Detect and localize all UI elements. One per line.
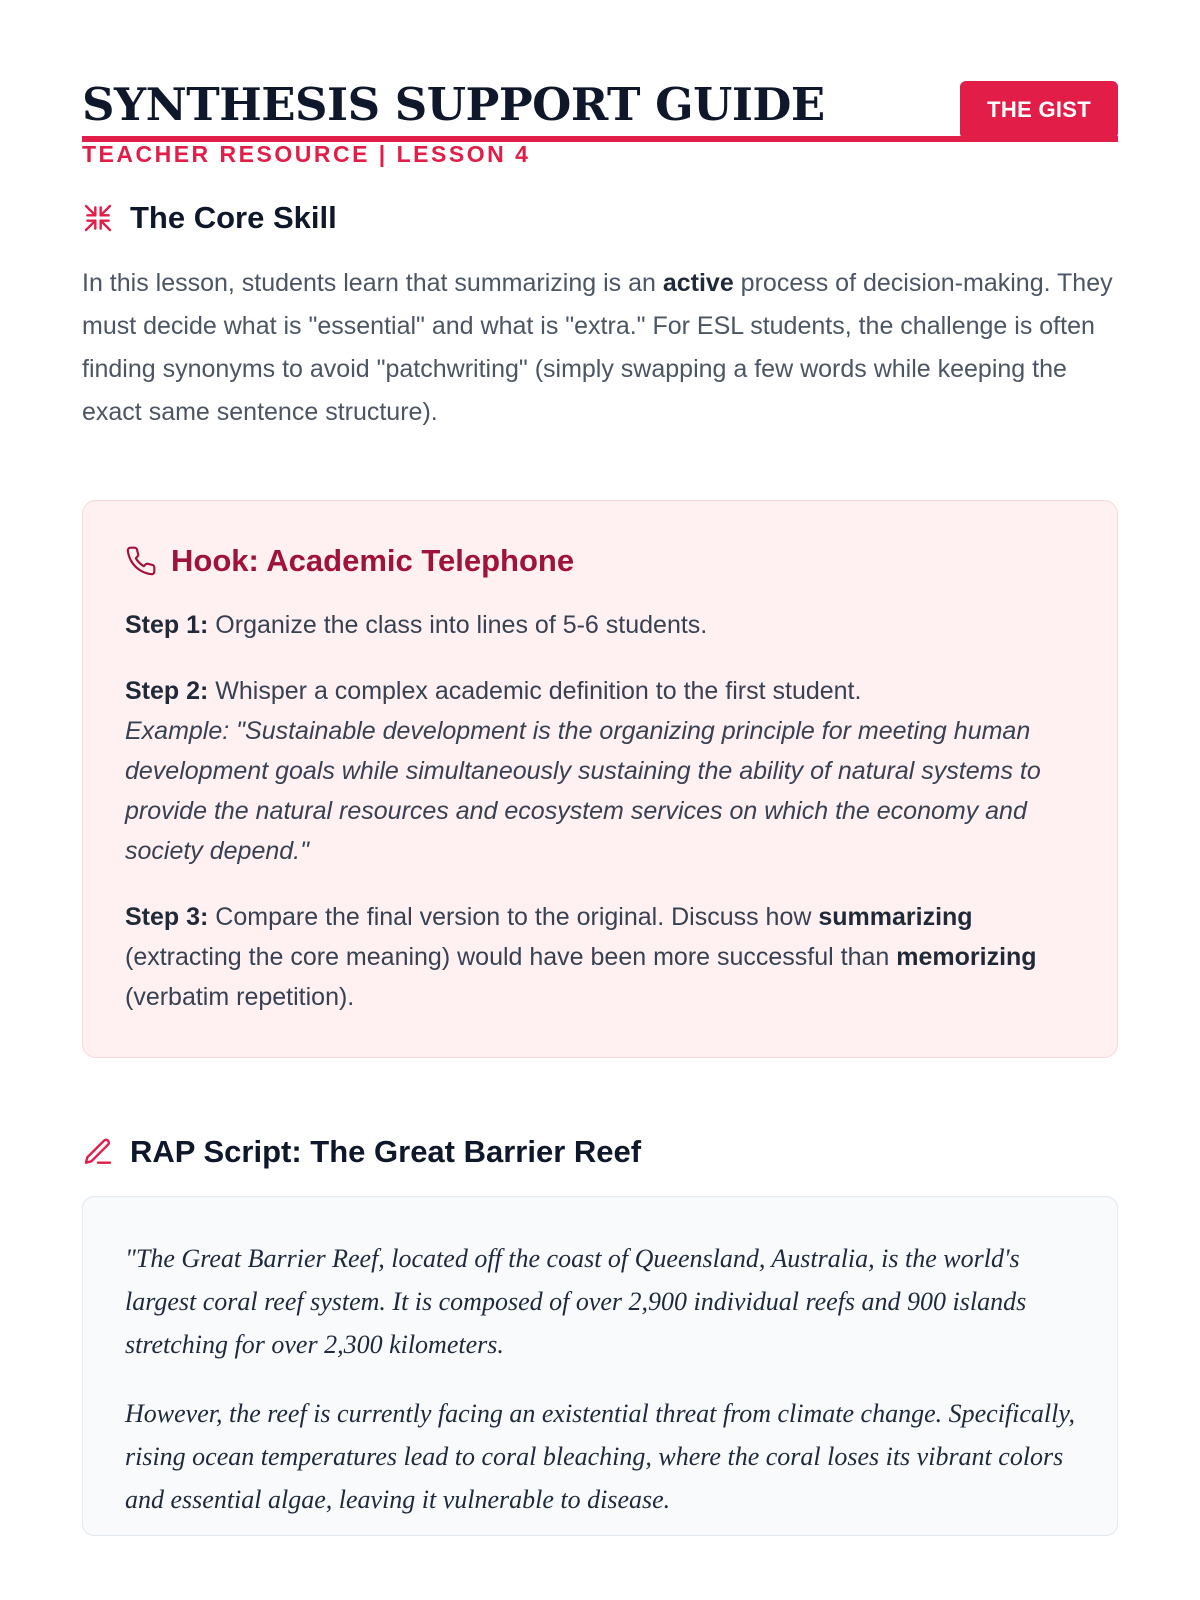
core-skill-heading (82, 200, 1118, 236)
document-title: SYNTHESIS SUPPORT GUIDE (82, 78, 825, 131)
core-skill-emphasis: active (662, 269, 734, 297)
rap-script-heading (82, 1134, 1118, 1170)
the-gist-button[interactable]: THE GIST (960, 81, 1118, 139)
step-emphasis: summarizing (818, 903, 973, 931)
hook-box (82, 500, 1118, 1058)
step-text: Whisper a complex academic definition to the first student. (208, 677, 862, 705)
phone-icon (125, 545, 157, 577)
rap-script-box (82, 1196, 1118, 1536)
step-label: Step 1: (125, 611, 209, 639)
rap-script-title: RAP Script: The Great Barrier Reef (130, 1134, 642, 1169)
hook-step-2 (125, 671, 1077, 871)
core-skill-title: The Core Skill (130, 200, 337, 235)
hook-step-3 (125, 897, 1077, 1017)
hook-heading (125, 543, 1077, 579)
core-skill-text-part: In this lesson, students learn that summarizing is an (82, 269, 663, 297)
pen-icon (82, 1136, 114, 1168)
script-paragraph-1: "The Great Barrier Reef, located off the coast of Queensland, Australia, is the world's largest coral reef system. It is composed of over 2,900 individual reefs and 900 islands stretching for over 2,300 kilometers. (125, 1244, 1027, 1359)
step-example: Example: "Sustainable development is the organizing principle for meeting human development goals while simultaneously sustaining the ability of natural systems to provide the natural resources and ecosystem services on which the economy and society depend." (125, 717, 1041, 865)
step-label: Step 2: (125, 677, 209, 705)
document-subtitle: TEACHER RESOURCE | LESSON 4 (82, 141, 531, 167)
hook-step-1 (125, 605, 1077, 645)
core-skill-text (82, 262, 1118, 434)
step-text: Compare the final version to the original. Discuss how (208, 903, 819, 931)
step-emphasis: memorizing (896, 943, 1037, 971)
step-text: (extracting the core meaning) would have been more successful than (125, 943, 897, 971)
script-paragraph-2: However, the reef is currently facing an existential threat from climate change. Specifically, rising ocean temperatures lead to coral bleaching, where the coral loses its vibrant colors and essential algae, leaving it vulnerable to disease. (125, 1399, 1075, 1514)
core-skill-text-part: process of decision-making. They must decide what is "essential" and what is "extra." For ESL students, the challenge is often finding synonyms to avoid "patchwriting" (simply swapping a few words while keeping the exact same sentence structure). (82, 269, 1113, 426)
document-header (82, 0, 1118, 167)
core-skill-section (82, 200, 1118, 434)
step-text: (verbatim repetition). (125, 983, 355, 1011)
compress-arrows-icon (82, 202, 114, 234)
step-text: Organize the class into lines of 5-6 students. (208, 611, 708, 639)
rap-script-section (82, 1134, 1118, 1536)
step-label: Step 3: (125, 903, 209, 931)
hook-title: Hook: Academic Telephone (171, 543, 575, 578)
